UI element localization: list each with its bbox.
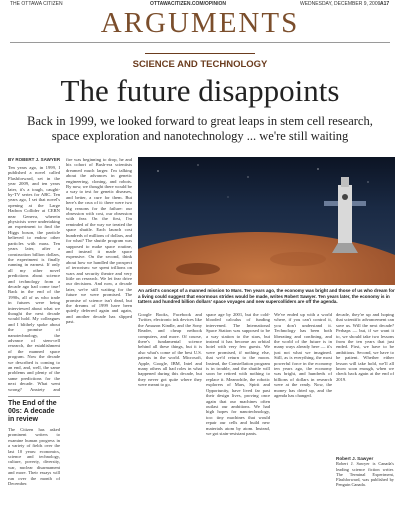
sidebar-box xyxy=(8,396,60,505)
section-divider xyxy=(145,53,255,54)
article-column-3: Google Books, Facebook and Twitter, electronic ink devices like the Amazon Kindle, and the Sony Reader, and cheap netbook computers, and more. Of course, there's fundamental science behind all these things, but it is also what's come of the best U.S. patents in the world. Microsoft, Apple, Google, IBM, Intel and many others all had roles in what happened during this decade, but they never got quite where they were meant to go. xyxy=(138,312,202,388)
article-column-1: Ten years ago, in 1999, I published a novel called Flashforward, set in the year 2009, and ten years later, it's a tough, caught-by-TV series for ABC. Ten years ago, I set that novel's opening at the Large Hadron Collider at CERN near Geneva, wherein physicists were undertaking an experiment to find the Higgs boson, the particle believed to endow other particles with mass. Ten years later, after a construction billion dollars, the experiment is finally running in earnest. If only all my other novel predictions about science and technology from a decade ago had come true! Back in the end of the 1990s, all of us who trade in futures were being interviewed about what we thought the next decade would hold. My colleagues and I blithely spoke about the promise of nanotechnology, the advance of stem-cell research, the establishment of the manned space program. Now the decade we described is coming to an end, and, well, the same problems and plenty of the same predictions for the next decade. What went wrong? Anxiety and xyxy=(8,165,60,392)
article-column-4: space age by 2001, but the cold-blooded calculus of funding intervened. The International Space Station was supposed to be a way station to the stars, but instead it has become an orbital hotel with very few guests. We were promised, if nothing else, that we'd return to the moon. Instead, the Constellation program is in trouble, and the shuttle will soon be retired with nothing to replace it. Meanwhile, the robotic explorers of Mars, Spirit and Opportunity, have lived far past their design lives, proving once again that our machines often outlast our ambitions. We had high hopes for nanotechnology, too: tiny machines that would repair our cells and build new materials atom by atom. Instead, we got stain-resistant pants. xyxy=(206,312,270,436)
section-label: SCIENCE AND TECHNOLOGY xyxy=(132,59,268,70)
article-column-5: We've ended up with a world where, if you can't control it, you don't understand it. Technology has been both liberating and confining, and the world of the future is in many ways already here — it's just not what we imagined. Still, as is everything, the most powerful force in the economy ten years ago, the economy was bright, and hundreds of billions of dollars in research were at the ready. Now, the money has dried up, and the agenda has changed. xyxy=(274,312,332,399)
mars-illustration xyxy=(138,157,395,285)
paper-name: THE OTTAWA CITIZEN xyxy=(10,1,63,7)
author-bio-text: Robert J. Sawyer is Canada's leading science fiction writer. The Terminal Experiment, Flashforward, was published by Penguin Canada. xyxy=(336,461,394,488)
byline: BY ROBERT J. SAWYER xyxy=(8,157,61,162)
issue-date: WEDNESDAY, DECEMBER 9, 2009 xyxy=(300,1,381,7)
photo-caption: An artist's concept of a manned mission to Mars. Ten years ago, the economy was bright and those of us who dream for a living could suggest that enormous strides would be made, writes Robert Sawyer. Ten years later, the economy is in tatters and hundred billion dollars' space voyages and new supercolliders are off the agenda. xyxy=(138,288,395,304)
mars-spacecraft-photo xyxy=(138,157,395,285)
sidebar-title: The End of the 00s: A decade in review xyxy=(8,400,57,423)
deck: Back in 1999, we looked forward to great leaps in stem cell research, space exploration and nanotechnology ... we're still waiting xyxy=(27,114,373,143)
mars-planet xyxy=(138,232,395,285)
page-number: A17 xyxy=(380,1,390,7)
sidebar-body: The Citizen has asked prominent writers to examine human progress in a variety of fields over the last 10 years: economics, science and technology, culture, poverty, diversity, war, nuclear disarmament and more. Their essays will run over the month of December. xyxy=(8,427,60,487)
masthead-rule xyxy=(10,42,390,43)
masthead: ARGUMENTS xyxy=(100,7,300,39)
author-name: Robert J. Sawyer xyxy=(336,456,374,461)
section-url[interactable]: OTTAWACITIZEN.COM/OPINION xyxy=(150,1,227,7)
article-column-6: decade, they're up and hoping that scientific advancement can save us. Will the next decade? Perhaps — but, if we want it to, we should take two lessons from the ten years that just ended. First, we have to be ambitious. Second, we have to be patient. Whether either lesson will take hold, we'll all know soon enough, when we check back again at the end of 2019. xyxy=(336,312,394,382)
author-bio xyxy=(336,456,394,501)
article-column-2: fire was beginning to drop, he and his cohort of Bush-era scientists dreamed much larger. I'm talking about the advances in genetic engineering, cloning, and robots. By now, we thought there would be a way to test for genetic diseases, and better, a cure for them. But here's the crux of it: there were two big reasons for the failure: our obsession with cost, our obsession with fear. On the first, I'm reminded of the way we treated the space shuttle. Each launch cost hundreds of millions of dollars, and for what? The shuttle program was supposed to make space routine, and instead it made space expensive. On the second, think about how we handled the prospect of terrorism: we spent trillions on wars and security theatre and very little on research. We let fear drive our decisions. And now, a decade later, we're still waiting for the future we were promised. The promise of science isn't dead, but the dreams of 1999 have been quietly deferred again and again, and another decade has slipped past. xyxy=(66,157,132,325)
headline: The future disappoints xyxy=(60,73,340,108)
